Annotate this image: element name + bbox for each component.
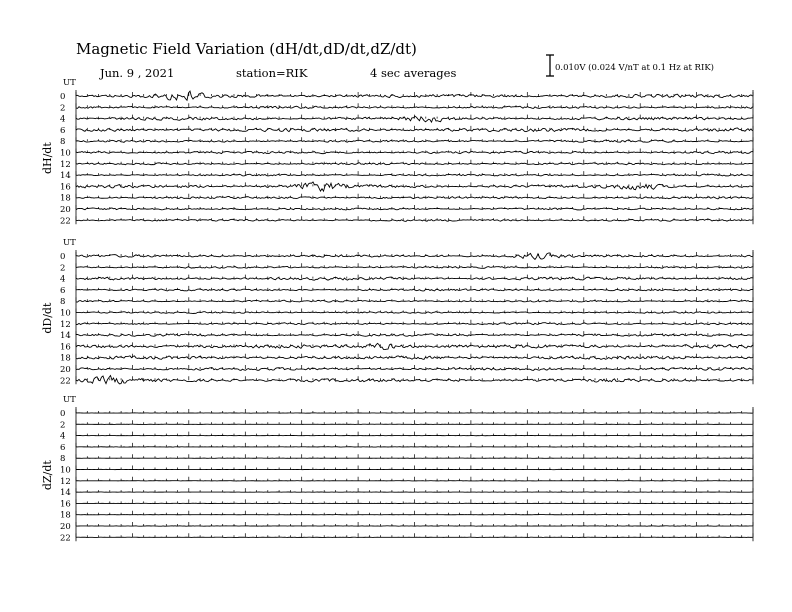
- row-ticks: [76, 160, 753, 164]
- row-label-12: 12: [60, 319, 71, 330]
- row-label-22: 22: [60, 216, 71, 227]
- row-label-4: 4: [60, 431, 66, 442]
- row-ticks: [76, 331, 753, 335]
- row-ticks: [76, 420, 753, 424]
- row-ticks: [76, 477, 753, 481]
- scale-note: 0.010V (0.024 V/nT at 0.1 Hz at RIK): [555, 63, 714, 73]
- row-label-8: 8: [60, 137, 66, 148]
- panel-dhdt: [41, 78, 753, 226]
- row-ticks: [76, 263, 753, 267]
- panel-dzdt: [41, 395, 753, 543]
- row-ticks: [76, 205, 753, 209]
- panel-label-dzdt: dZ/dt: [41, 460, 54, 491]
- row-label-18: 18: [60, 510, 71, 521]
- row-label-18: 18: [60, 353, 71, 364]
- row-label-14: 14: [60, 488, 71, 499]
- row-label-14: 14: [60, 331, 71, 342]
- row-label-6: 6: [60, 442, 66, 453]
- row-label-8: 8: [60, 454, 66, 465]
- averaging-label: 4 sec averages: [370, 66, 457, 80]
- row-label-12: 12: [60, 476, 71, 487]
- row-label-20: 20: [60, 365, 71, 375]
- ut-label: UT: [63, 395, 76, 405]
- row-label-6: 6: [60, 125, 66, 136]
- station-label: station=RIK: [236, 66, 308, 80]
- row-ticks: [76, 432, 753, 436]
- row-ticks: [76, 354, 753, 358]
- row-label-0: 0: [60, 252, 66, 262]
- row-ticks: [76, 443, 753, 447]
- row-ticks: [76, 103, 753, 107]
- row-label-6: 6: [60, 285, 66, 296]
- row-ticks: [76, 454, 753, 458]
- row-ticks: [76, 522, 753, 526]
- row-label-2: 2: [60, 103, 66, 114]
- row-label-10: 10: [60, 148, 71, 159]
- row-ticks: [76, 182, 753, 186]
- row-label-22: 22: [60, 533, 71, 544]
- ut-label: UT: [63, 238, 76, 248]
- row-label-0: 0: [60, 92, 66, 102]
- row-label-16: 16: [60, 182, 71, 193]
- row-ticks: [76, 488, 753, 492]
- row-label-10: 10: [60, 465, 71, 476]
- row-ticks: [76, 149, 753, 153]
- row-ticks: [76, 194, 753, 198]
- date-label: Jun. 9 , 2021: [100, 66, 175, 80]
- row-label-20: 20: [60, 205, 71, 215]
- row-ticks: [76, 320, 753, 324]
- row-ticks: [76, 466, 753, 470]
- ut-label: UT: [63, 78, 76, 88]
- row-label-14: 14: [60, 171, 71, 182]
- row-label-8: 8: [60, 297, 66, 308]
- panel-dddt: [41, 238, 753, 386]
- row-label-2: 2: [60, 420, 66, 431]
- row-ticks: [76, 126, 753, 130]
- row-label-16: 16: [60, 499, 71, 510]
- row-ticks: [76, 275, 753, 279]
- row-label-4: 4: [60, 114, 66, 125]
- row-label-16: 16: [60, 342, 71, 353]
- row-label-0: 0: [60, 409, 66, 419]
- chart-title: Magnetic Field Variation (dH/dt,dD/dt,dZ/dt): [76, 40, 417, 58]
- scale-bar: [546, 55, 554, 76]
- row-ticks: [76, 533, 753, 537]
- row-label-4: 4: [60, 274, 66, 285]
- panel-label-dhdt: dH/dt: [41, 142, 54, 175]
- row-label-2: 2: [60, 263, 66, 274]
- row-label-12: 12: [60, 159, 71, 170]
- row-ticks: [76, 499, 753, 503]
- panel-label-dddt: dD/dt: [41, 302, 54, 334]
- row-label-10: 10: [60, 308, 71, 319]
- row-label-20: 20: [60, 522, 71, 532]
- row-label-18: 18: [60, 193, 71, 204]
- row-ticks: [76, 409, 753, 413]
- row-label-22: 22: [60, 376, 71, 387]
- row-ticks: [76, 511, 753, 515]
